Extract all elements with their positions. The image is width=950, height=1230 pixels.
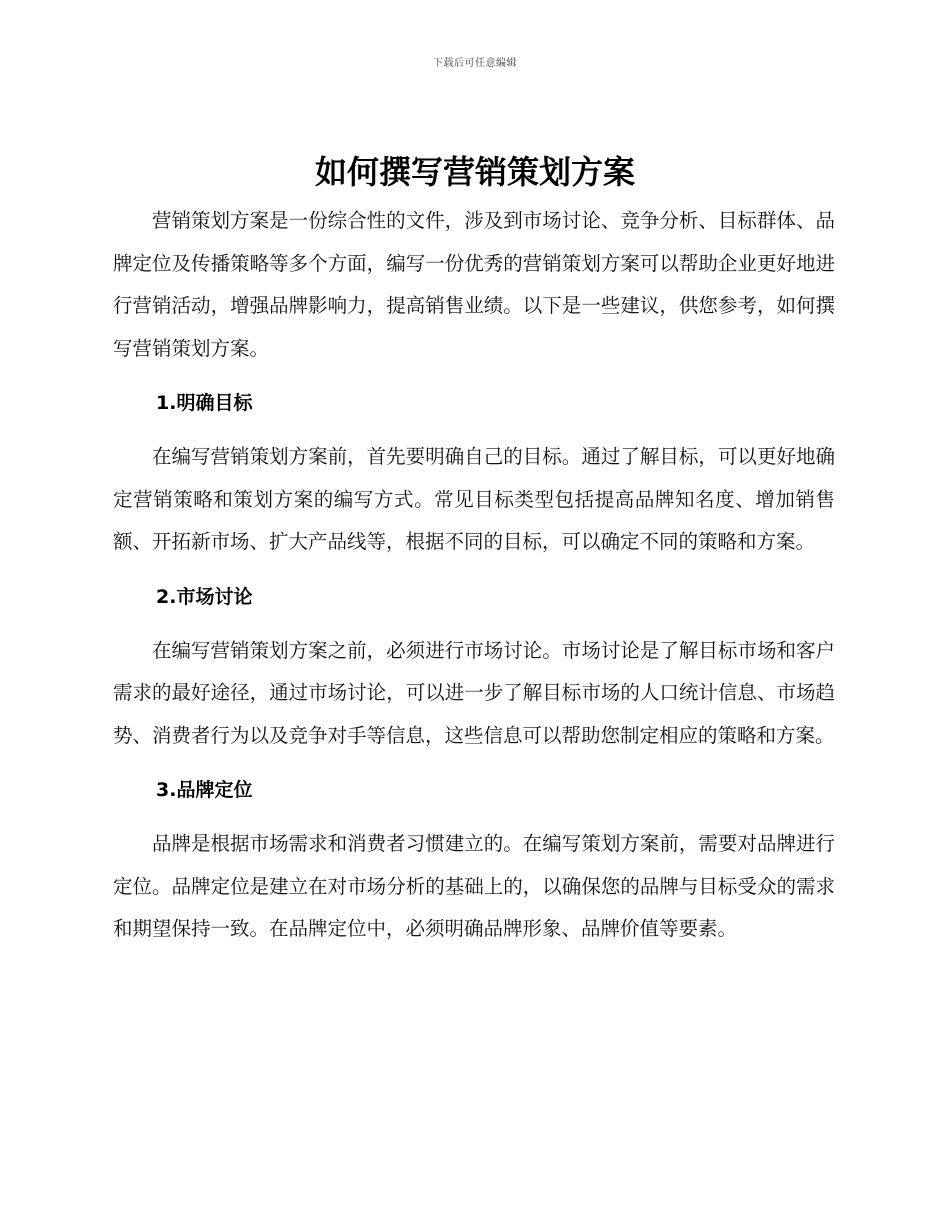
section-heading-market-research: 2.市场讨论	[156, 585, 253, 608]
section-heading-brand-positioning: 3.品牌定位	[156, 779, 253, 801]
document-body	[113, 200, 835, 951]
section-heading-goals: 1.明确目标	[156, 392, 253, 414]
section-body-brand-positioning: 品牌是根据市场需求和消费者习惯建立的。在编写策划方案前，需要对品牌进行定位。品牌定位是建立在对市场分析的基础上的，以确保您的品牌与目标受众的需求和期望保持一致。在品牌定位中，必须明确品牌形象、品牌价值等要素。	[113, 832, 835, 940]
section-body-goals: 在编写营销策划方案前，首先要明确自己的目标。通过了解目标，可以更好地确定营销策略和策划方案的编写方式。常见目标类型包括提高品牌知名度、增加销售额、开拓新市场、扩大产品线等，根据不同的目标，可以确定不同的策略和方案。	[113, 445, 835, 553]
page-header-note: 下载后可任意编辑	[433, 58, 517, 69]
intro-paragraph: 营销策划方案是一份综合性的文件，涉及到市场讨论、竞争分析、目标群体、品牌定位及传播策略等多个方面，编写一份优秀的营销策划方案可以帮助企业更好地进行营销活动，增强品牌影响力，提高销售业绩。以下是一些建议，供您参考，如何撰写营销策划方案。	[113, 209, 835, 360]
document-title: 如何撰写营销策划方案	[314, 153, 635, 191]
section-body-market-research: 在编写营销策划方案之前，必须进行市场讨论。市场讨论是了解目标市场和客户需求的最好途径，通过市场讨论，可以进一步了解目标市场的人口统计信息、市场趋势、消费者行为以及竞争对手等信息，这些信息可以帮助您制定相应的策略和方案。	[113, 638, 835, 747]
